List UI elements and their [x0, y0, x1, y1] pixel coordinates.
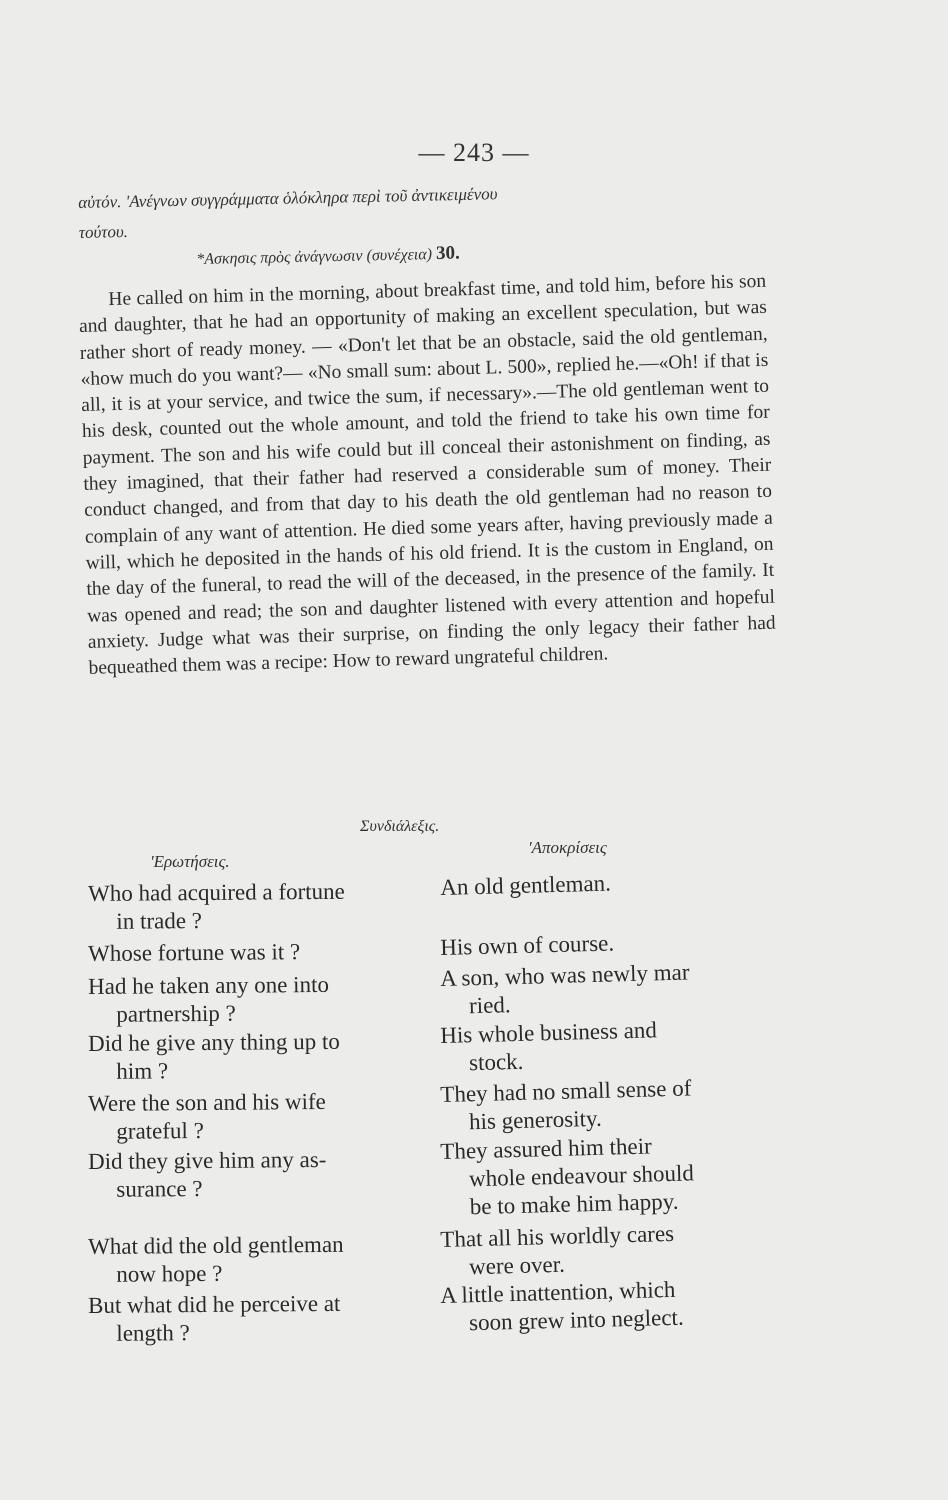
question-6 [88, 1145, 418, 1204]
exercise-number: 30. [435, 242, 460, 264]
intro-line-1: αὐτόν. 'Ανέγνων συγγράμματα ὁλόκληρα περὶ τοῦ ἀντικειμένου [78, 184, 498, 212]
answer-line: whole endeavour should [468, 1160, 695, 1192]
answer-line: An old gentleman. [440, 870, 612, 900]
question-line: grateful ? [116, 1117, 204, 1144]
question-line: in trade ? [116, 908, 203, 934]
exercise-title-text: *Ασκησις πρὸς ἀνάγνωσιν (συνέχεια) [196, 246, 433, 268]
questions-heading: 'Ερωτήσεις. [150, 852, 230, 871]
question-line: What did the old gentleman [88, 1231, 344, 1259]
answer-line: They had no small sense of [440, 1075, 692, 1107]
conversation-heading: Συνδιάλεξις. [360, 818, 440, 835]
answer-line: were over. [468, 1251, 566, 1280]
question-line: Did he give any thing up to [88, 1028, 340, 1056]
answer-line: be to make him happy. [469, 1188, 679, 1220]
answer-line: ried. [468, 992, 511, 1019]
page-number: — 243 — [418, 138, 530, 167]
question-line: Had he taken any one into [88, 971, 329, 999]
question-line: But what did he perceive at [88, 1290, 341, 1318]
answer-line: His own of course. [440, 930, 615, 960]
question-line: partnership ? [116, 1000, 236, 1027]
answers-heading: 'Αποκρίσεις [528, 838, 607, 857]
answer-line: his generosity. [468, 1105, 603, 1135]
intro-line-2: τούτου. [78, 221, 129, 242]
question-2 [88, 937, 418, 968]
question-line: him ? [116, 1058, 169, 1084]
answer-line: stock. [468, 1048, 524, 1076]
question-line: surance ? [116, 1176, 203, 1202]
question-line: Who had acquired a fortune [88, 878, 345, 906]
answer-line: A little inattention, which [440, 1276, 676, 1308]
question-4 [88, 1027, 418, 1086]
question-1 [88, 877, 418, 936]
question-line: length ? [116, 1320, 190, 1346]
question-line: now hope ? [116, 1260, 223, 1287]
reading-passage [78, 269, 777, 683]
answer-5 [440, 1072, 771, 1137]
passage-paragraph: He called on him in the morning, about breakfast time, and told him, before his son and daughter, that he had an opportunity of making an excellent speculation, but was rather short of ready money. — «Don't let that be an obstacle, said the old gentleman, «how much do you want?— «No small sum: about L. 500», replied he.—«Oh! if that is all, it is at your service, and twice the sum, if necessary».—The old gentleman went to his desk, counted out the whole amount, and told the friend to take his own time for payment. The son and his wife could but ill conceal their astonishment on finding, as they imagined, that their father had reserved a considerable sum of money. Their conduct changed, and from that day to his death the old gentleman had no reason to complain of any want of attention. He died some years after, having previously made a will, which he deposited in the hands of his old friend. It is the custom in England, on the day of the funeral, to read the will of the deceased, in the presence of the family. It was opened and read; the son and daughter listened with every attention and hopeful anxiety. Judge what was their surprise, on finding the only legacy their father had bequeathed them was a recipe: How to reward ungrateful children. [78, 270, 776, 680]
question-line: Did they give him any as- [88, 1146, 327, 1174]
question-5 [88, 1087, 418, 1146]
question-line: Whose fortune was it ? [88, 939, 301, 966]
answer-line: That all his worldly cares [440, 1220, 675, 1252]
answer-line: soon grew into neglect. [468, 1304, 684, 1336]
question-3 [88, 970, 418, 1029]
answer-6 [440, 1129, 772, 1222]
intro-greek [78, 173, 779, 248]
answer-8 [440, 1273, 771, 1338]
answer-line: His whole business and [440, 1017, 658, 1048]
answer-7 [440, 1217, 771, 1282]
answer-2 [440, 925, 771, 962]
answer-1 [440, 865, 771, 902]
answer-line: They assured him their [440, 1133, 653, 1164]
question-line: Were the son and his wife [88, 1088, 326, 1116]
answer-3 [440, 956, 771, 1021]
question-8 [88, 1289, 418, 1348]
question-7 [88, 1230, 418, 1289]
answer-4 [440, 1013, 771, 1078]
answer-line: A son, who was newly mar [440, 959, 690, 991]
